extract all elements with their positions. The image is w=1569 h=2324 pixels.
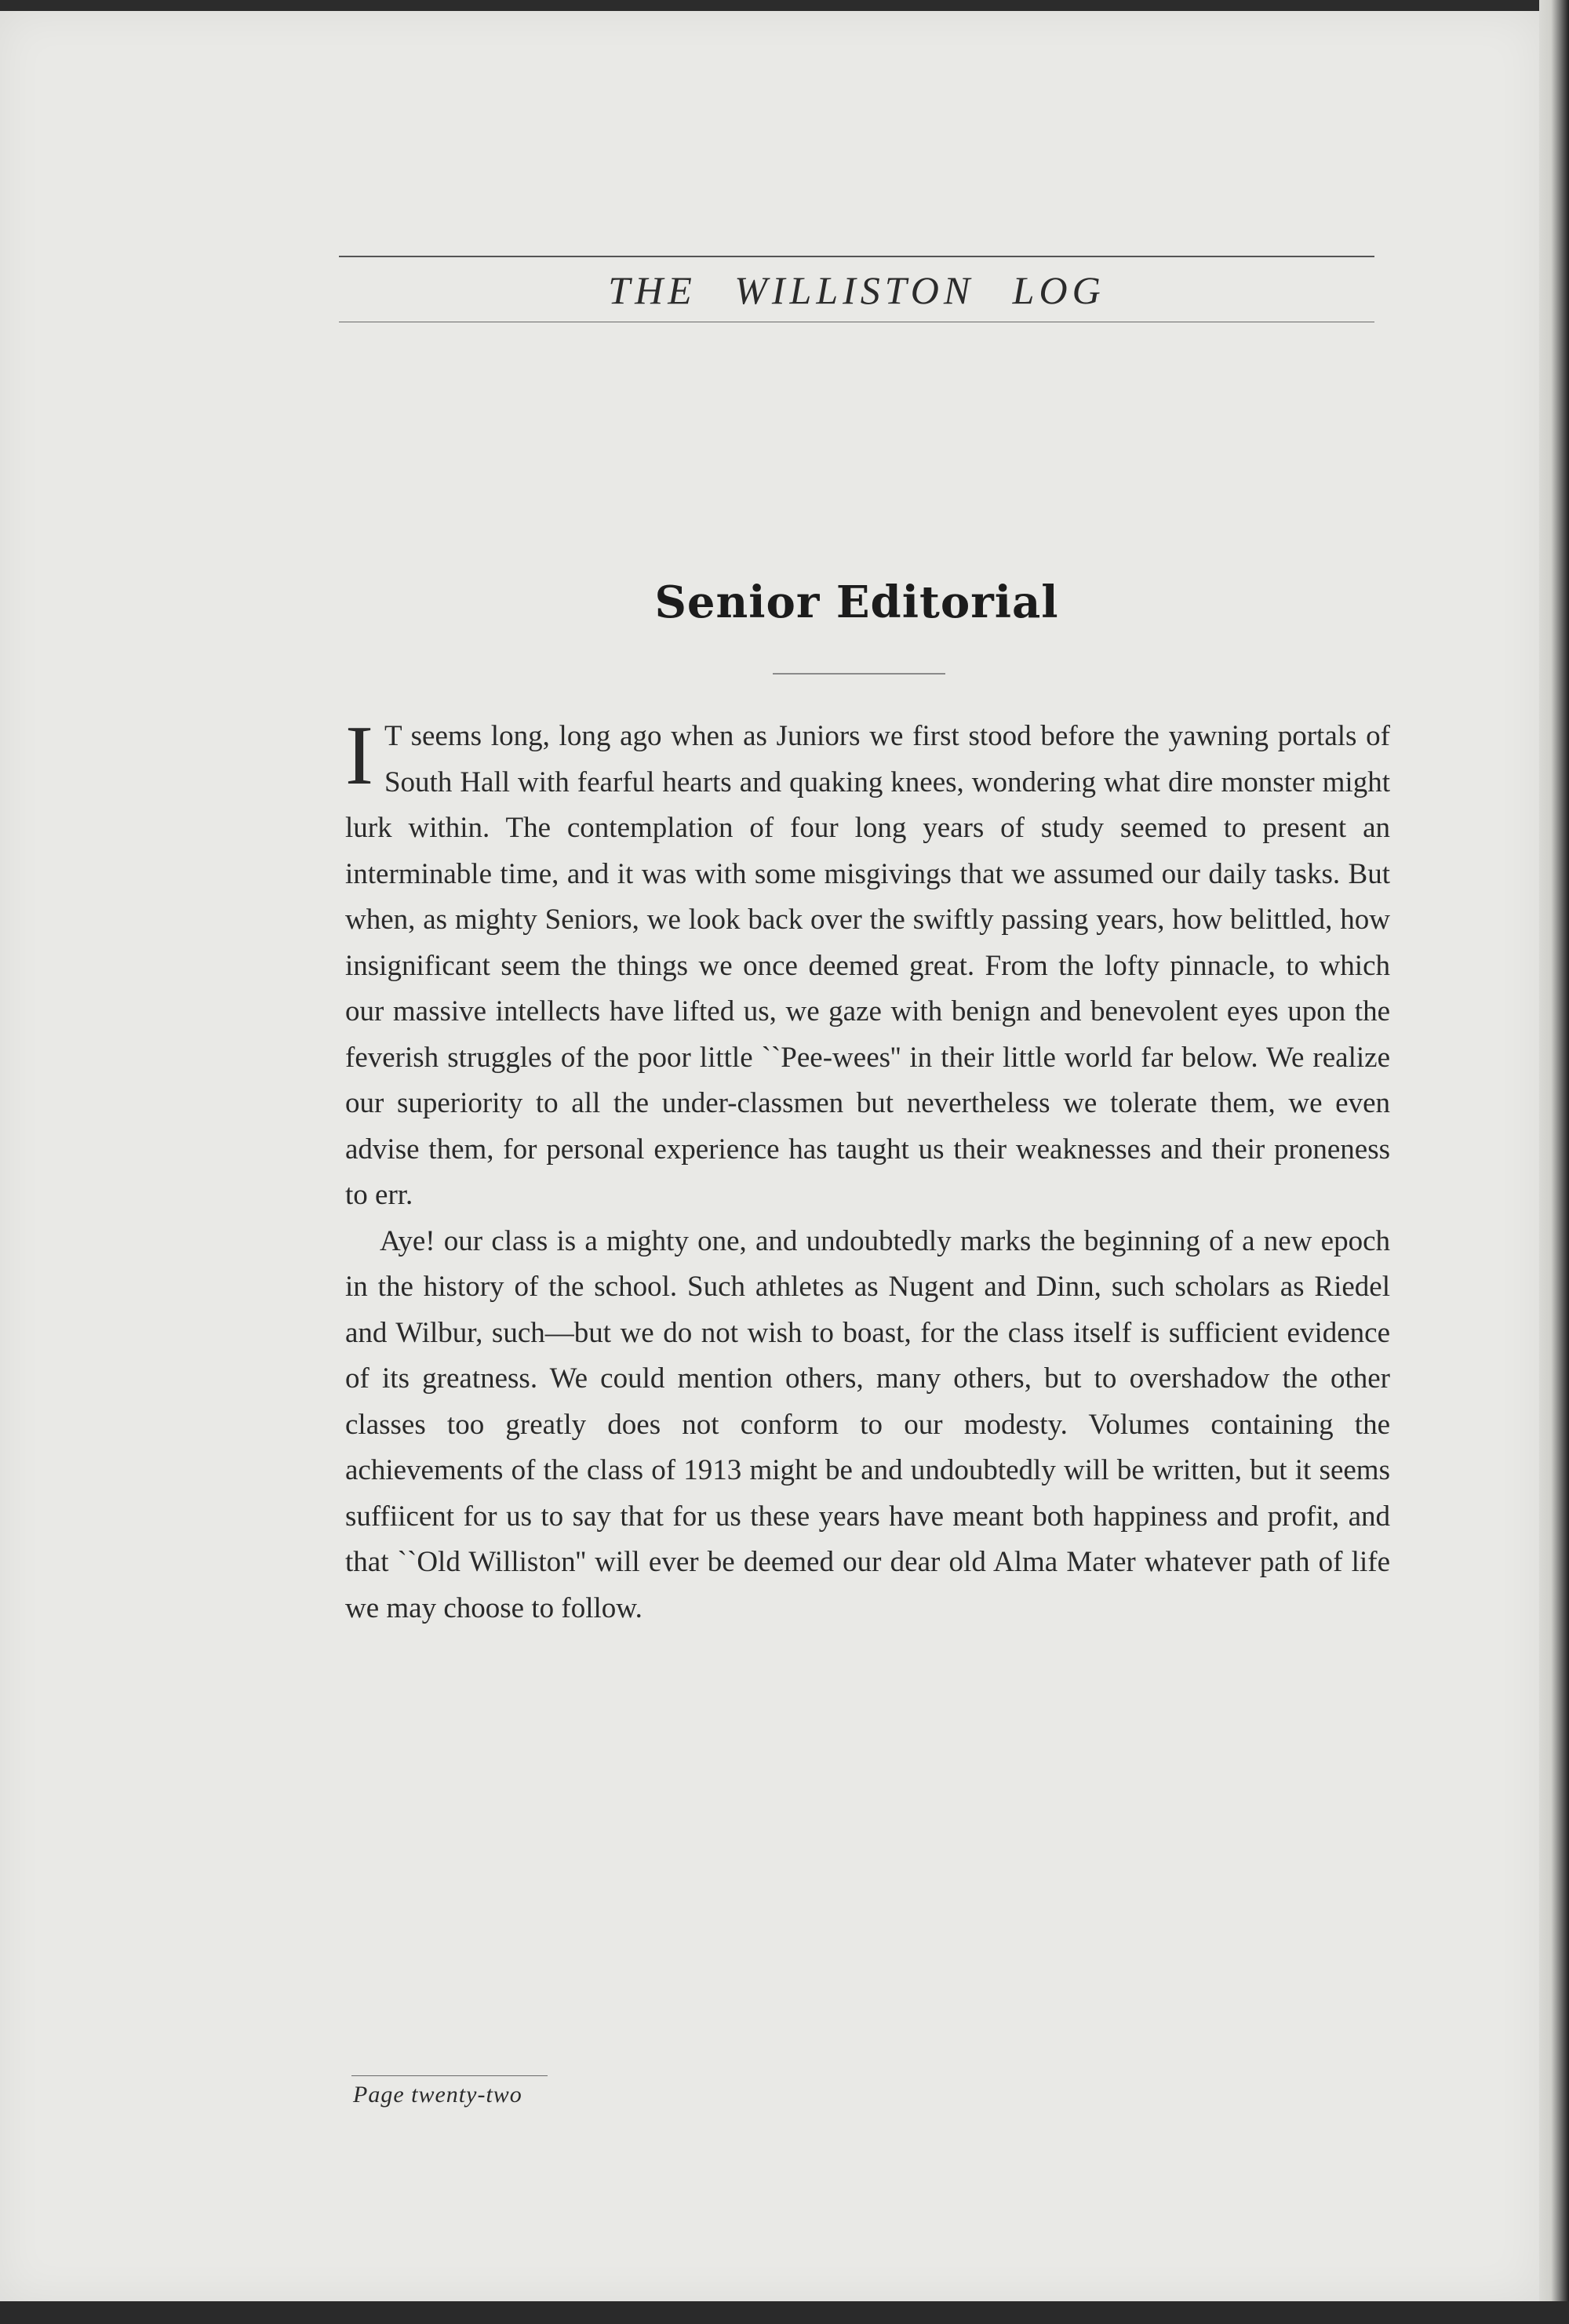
drop-cap: I xyxy=(345,709,373,802)
article-title: Senior Editorial xyxy=(654,576,1059,628)
page-number: Page twenty-two xyxy=(353,2082,522,2108)
scan-border xyxy=(0,2301,1569,2324)
paragraph-1-text: T seems long, long ago when as Juniors we first stood before the yawning portals of South Hall with fearful hearts and quaking knees, wondering what dire monster might lurk within. The contemplation of four long years of study seemed to present an interminable time, and it was with some misgivings that we assumed our daily tasks. But when, as mighty Seniors, we look back over the swiftly passing years, how belittled, how insignificant seem the things we once deemed great. From the lofty pinnacle, to which our massive intellects have lifted us, we gaze with benign and benevolent eyes upon the feverish struggles of the poor little ``Pee-wees'' in their little world far below. We realize our superiority to all the under-classmen but nevertheless we tolerate them, we even advise them, for personal experience has taught us their weaknesses and their proneness to err. xyxy=(345,720,1390,1211)
running-title: THE WILLISTON LOG xyxy=(608,268,1105,312)
title-underline xyxy=(773,673,945,675)
running-header xyxy=(339,256,1374,322)
header-top-rule xyxy=(339,256,1374,257)
footer-rule xyxy=(351,2075,548,2076)
paragraph-2: Aye! our class is a mighty one, and undoubtedly marks the beginning of a new epoch in the history of the school. Such athletes as Nugent and Dinn, such scholars as Riedel and Wilbur, such—but we do not wish to boast, for the class itself is sufficient evidence of its greatness. We could mention others, many others, but to overshadow the other classes too greatly does not conform to our modesty. Volumes containing the achievements of the class of 1913 might be and undoubtedly will be written, but it seems suffiicent for us to say that for us these years have meant both happiness and profit, and that ``Old Williston'' will ever be deemed our dear old Alma Mater whatever path of life we may choose to follow. xyxy=(345,1224,1390,1624)
article-body xyxy=(345,709,1390,1631)
paragraph-1 xyxy=(345,709,1390,1219)
page-edge xyxy=(1539,0,1569,2324)
